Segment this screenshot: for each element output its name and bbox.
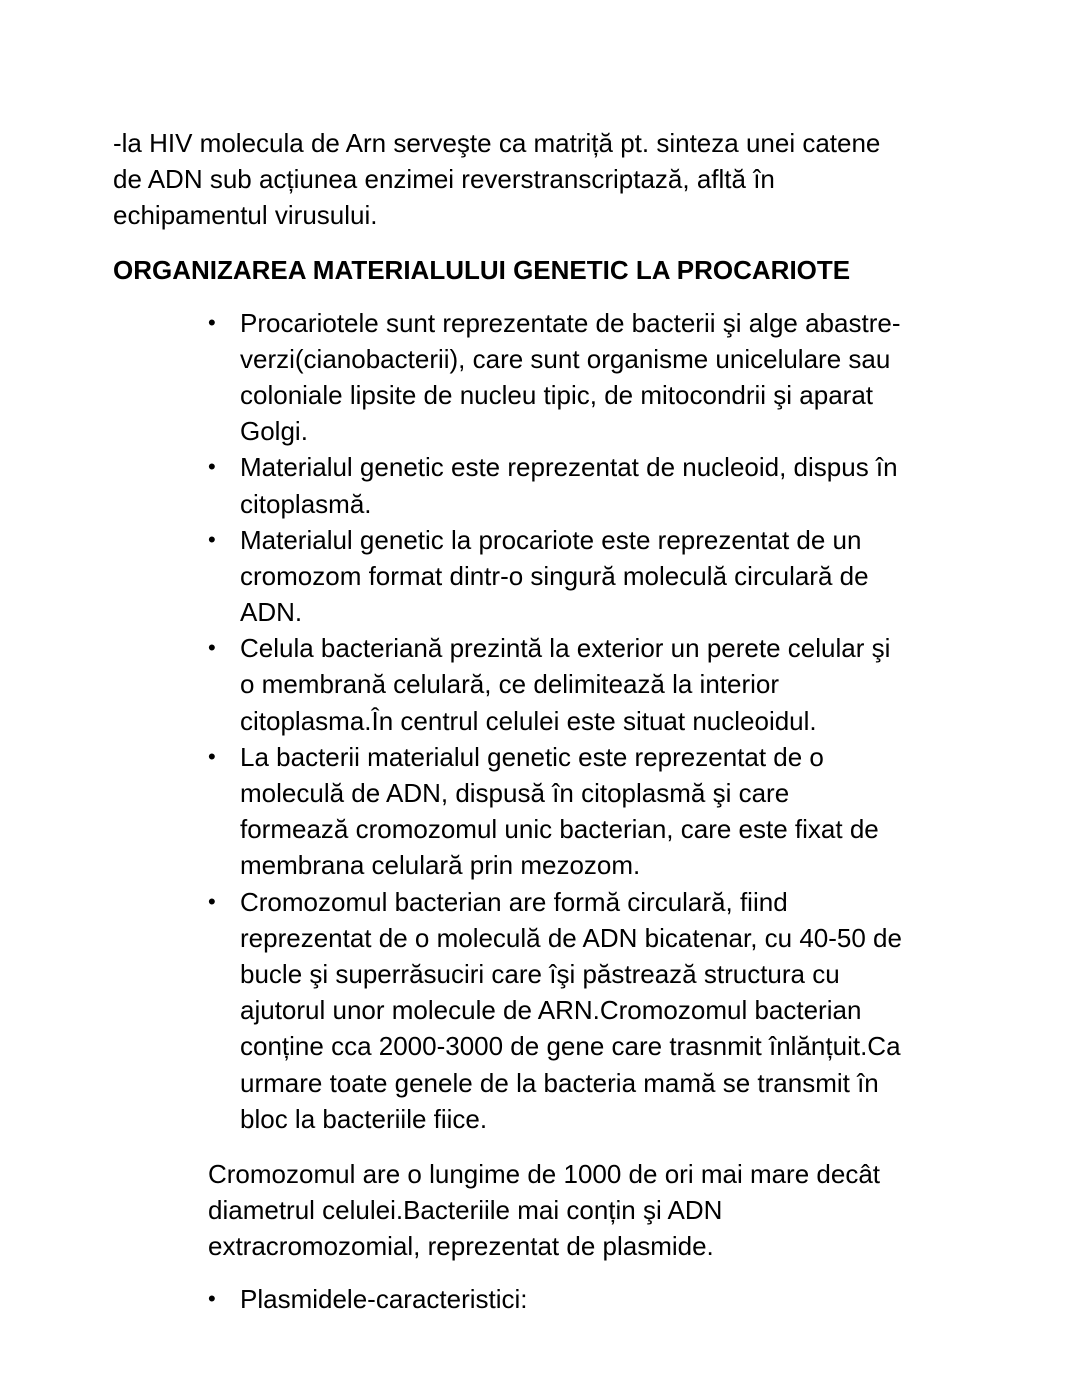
text-line: ajutorul unor molecule de ARN.Cromozomul bacterian	[240, 995, 862, 1026]
list-item	[113, 1281, 993, 1317]
text-line: ADN.	[240, 597, 303, 628]
text-line: extracromozomial, reprezentat de plasmide.	[208, 1231, 714, 1262]
list-item	[113, 305, 993, 450]
bullet-list-2	[113, 1281, 993, 1317]
bullet-icon: •	[208, 454, 216, 480]
list-item	[113, 739, 993, 884]
body-paragraph	[113, 1156, 993, 1265]
text-line: verzi(cianobacterii), care sunt organisme unicelulare sau	[240, 343, 891, 374]
bullet-icon: •	[208, 635, 216, 661]
text-line: urmare toate genele de la bacteria mamă se transmit în	[240, 1067, 879, 1098]
document-page	[113, 125, 993, 1318]
bullet-icon: •	[208, 888, 216, 914]
text-line: Procariotele sunt reprezentate de bacterii şi alge abastre-	[240, 307, 901, 338]
bullet-list	[113, 305, 993, 1137]
list-item	[113, 630, 993, 739]
bullet-icon: •	[208, 526, 216, 552]
bullet-icon: •	[208, 309, 216, 335]
intro-paragraph	[113, 125, 993, 234]
text-line: Plasmidele-caracteristici:	[240, 1284, 528, 1315]
text-line: diametrul celulei.Bacteriile mai conțin şi ADN	[208, 1195, 723, 1226]
section-heading: ORGANIZAREA MATERIALULUI GENETIC LA PROCARIOTE	[113, 254, 851, 285]
text-line: conține cca 2000-3000 de gene care trasnmit înlănțuit.Ca	[240, 1031, 901, 1062]
text-line: Cromozomul bacterian are formă circulară, fiind	[240, 886, 788, 917]
bullet-icon: •	[208, 1286, 216, 1312]
bullet-icon: •	[208, 743, 216, 769]
list-item	[113, 449, 993, 521]
list-item	[113, 884, 993, 1137]
text-line: o membrană celulară, ce delimitează la interior	[240, 669, 780, 700]
text-line: moleculă de ADN, dispusă în citoplasmă şi care	[240, 778, 790, 808]
text-line: formează cromozomul unic bacterian, care este fixat de	[240, 814, 879, 845]
text-line: membrana celulară prin mezozom.	[240, 850, 641, 881]
list-item	[113, 522, 993, 631]
text-line: de ADN sub acțiunea enzimei reverstranscriptază, afltă în	[113, 164, 775, 195]
text-line: citoplasma.În centrul celulei este situat nucleoidul.	[240, 705, 817, 736]
text-line: cromozom format dintr-o singură moleculă circulară de	[240, 560, 869, 591]
text-line: bloc la bacteriile fiice.	[240, 1103, 488, 1134]
text-line: echipamentul virusului.	[113, 200, 378, 231]
text-line: -la HIV molecula de Arn serveşte ca matriță pt. sinteza unei catene	[113, 128, 881, 158]
text-line: coloniale lipsite de nucleu tipic, de mitocondrii şi aparat	[240, 379, 874, 410]
text-line: citoplasmă.	[240, 488, 372, 519]
text-line: Celula bacteriană prezintă la exterior un perete celular şi	[240, 633, 891, 664]
text-line: La bacterii materialul genetic este reprezentat de o	[240, 741, 824, 772]
text-line: Cromozomul are o lungime de 1000 de ori mai mare decât	[208, 1158, 881, 1189]
text-line: Materialul genetic la procariote este reprezentat de un	[240, 524, 862, 555]
text-line: reprezentat de o moleculă de ADN bicatenar, cu 40-50 de	[240, 922, 902, 953]
text-line: Materialul genetic este reprezentat de nucleoid, dispus în	[240, 452, 898, 483]
text-line: Golgi.	[240, 416, 308, 447]
text-line: bucle şi superrăsuciri care îşi păstrează structura cu	[240, 958, 840, 989]
